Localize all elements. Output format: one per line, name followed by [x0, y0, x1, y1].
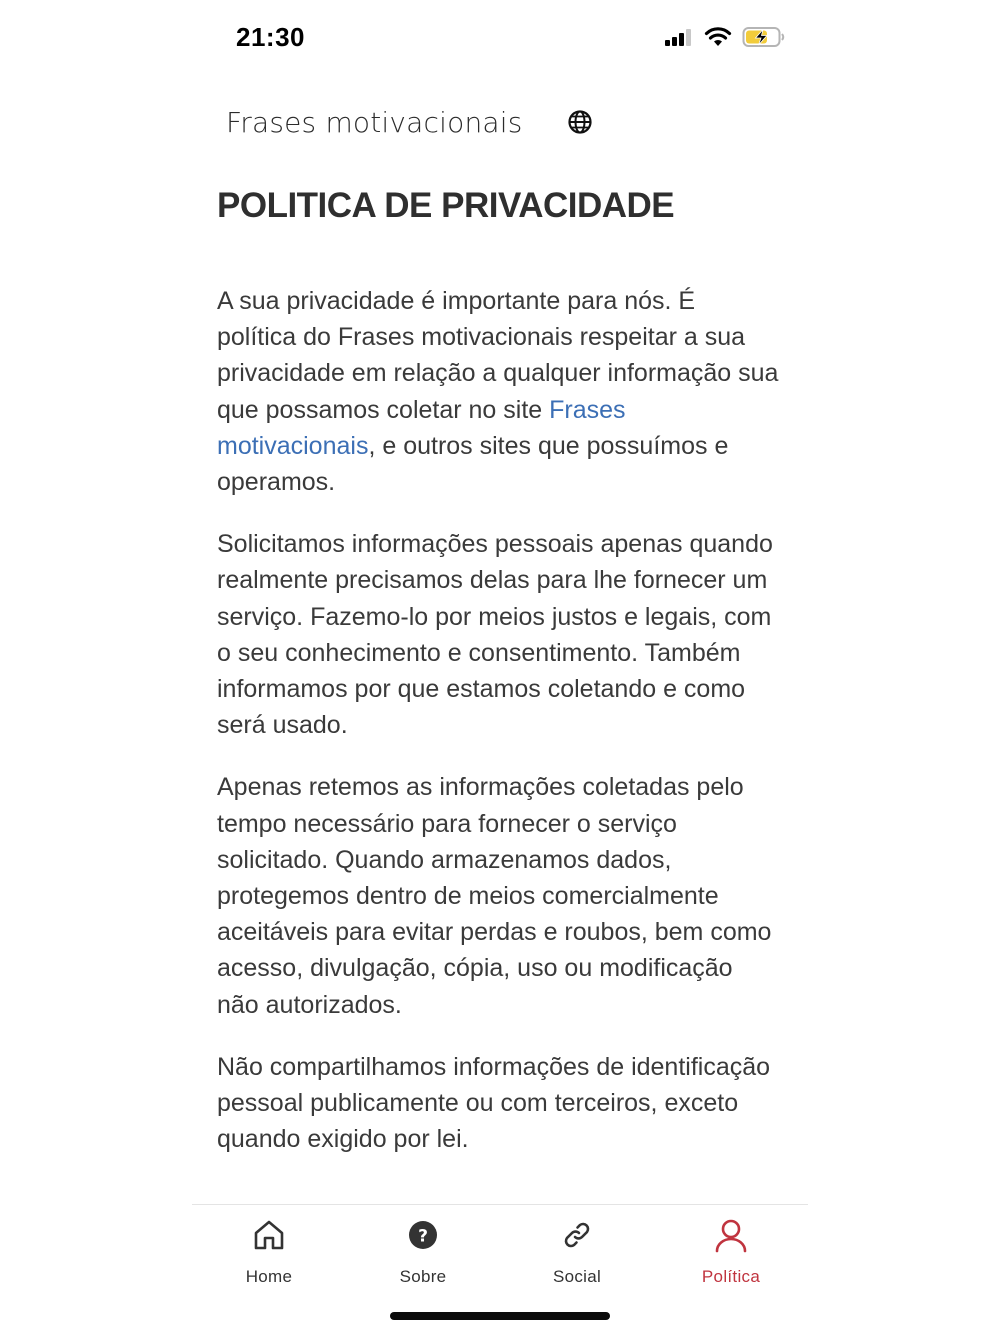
phone-screen	[192, 0, 808, 1334]
paragraph-text: A sua privacidade é importante para nós. É política do Frases motivacionais respeitar a sua privacidade em relação a qualquer informação sua que possamos coletar no site	[217, 287, 779, 424]
battery-charging-icon	[742, 26, 786, 48]
tab-sobre[interactable]	[363, 1217, 483, 1287]
tab-politica-label: Política	[701, 1267, 761, 1286]
nav-header	[226, 100, 774, 144]
status-bar	[192, 0, 808, 76]
site-title-link[interactable]: Frases motivacionais	[226, 105, 523, 139]
tab-home[interactable]	[209, 1217, 329, 1287]
wifi-icon	[704, 27, 732, 47]
home-indicator[interactable]	[390, 1312, 610, 1320]
home-icon	[251, 1217, 287, 1253]
person-icon	[713, 1217, 749, 1253]
policy-content	[217, 283, 780, 1183]
status-icons	[664, 26, 786, 48]
policy-paragraph-1	[217, 283, 780, 500]
tab-social-label: Social	[552, 1267, 602, 1286]
question-circle-icon	[405, 1217, 441, 1253]
tab-politica[interactable]	[671, 1217, 791, 1287]
policy-paragraph-4: Não compartilhamos informações de identificação pessoal publicamente ou com terceiros, exceto quando exigido por lei.	[217, 1052, 771, 1154]
policy-paragraph-2: Solicitamos informações pessoais apenas quando realmente precisamos delas para lhe fornecer um serviço. Fazemo-lo por meios justos e legais, com o seu conhecimento e consentimento. Também informamos por que estamos coletando e como será usado.	[217, 530, 773, 740]
link-icon	[559, 1217, 595, 1253]
globe-icon[interactable]	[567, 109, 593, 135]
tab-sobre-label: Sobre	[399, 1267, 447, 1286]
page-title: POLITICA DE PRIVACIDADE	[217, 186, 675, 225]
site-link[interactable]: Frases motivacionais	[217, 395, 626, 460]
policy-paragraph-3: Apenas retemos as informações coletadas pelo tempo necessário para fornecer o serviço solicitado. Quando armazenamos dados, protegemos dentro de meios comercialmente aceitáveis para evitar perdas e roubos, bem como acesso, divulgação, cópia, uso ou modificação não autorizados.	[217, 773, 772, 1019]
cellular-signal-icon	[664, 27, 694, 47]
tab-social[interactable]	[517, 1217, 637, 1287]
svg-text:?: ?	[418, 1226, 428, 1247]
status-time: 21:30	[236, 22, 305, 52]
paragraph-text: , e outros sites que possuímos e operamos.	[217, 431, 729, 497]
tab-home-label: Home	[245, 1267, 293, 1286]
